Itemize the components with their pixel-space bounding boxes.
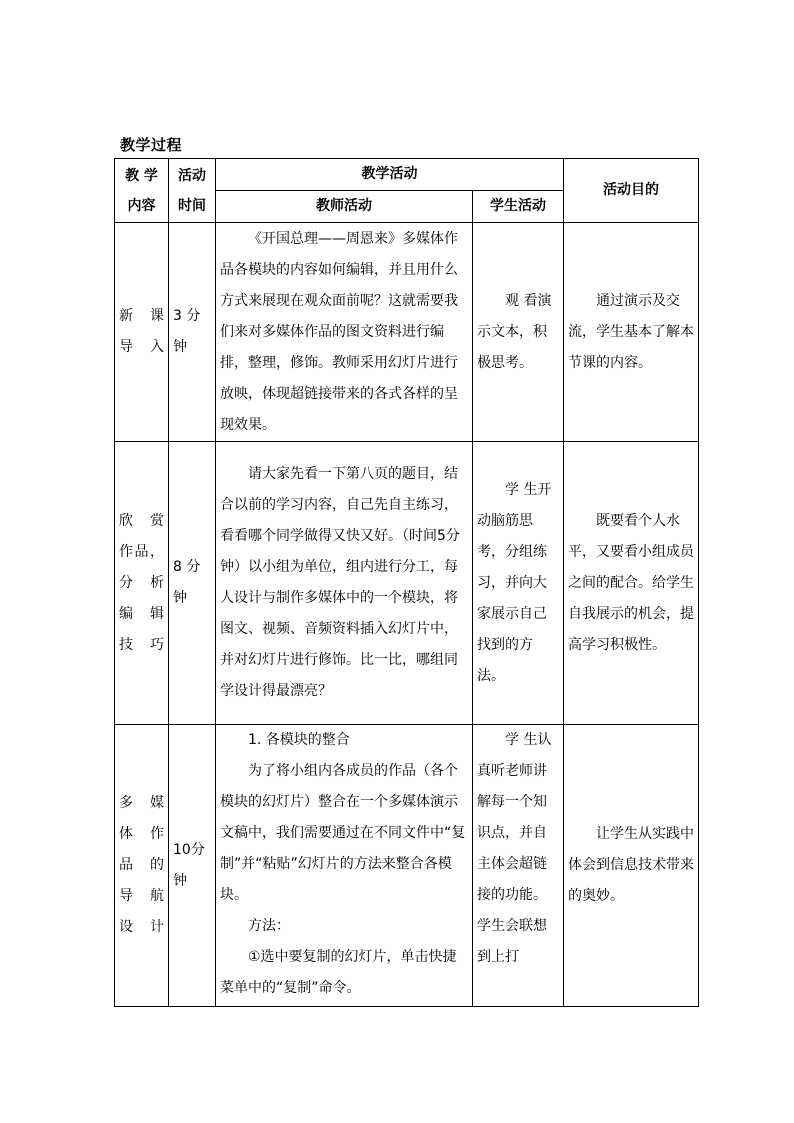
- header-content-line2: 内容: [127, 197, 156, 214]
- table-row: [115, 725, 699, 1007]
- cell-content: 新 课 导入: [115, 223, 169, 442]
- header-time-line1: 活动: [178, 167, 206, 184]
- cell-content: 欣 赏作品，分 析编 辑技巧: [115, 442, 169, 725]
- teacher-paragraph: 1. 各模块的整合: [248, 732, 350, 748]
- lesson-process-table: [114, 158, 699, 1007]
- header-time-line2: 时间: [178, 197, 206, 214]
- cell-student: 观 看演示文本，积极思考。: [473, 223, 564, 442]
- cell-teacher: [216, 442, 473, 725]
- cell-time: 3 分钟: [169, 223, 216, 442]
- table-row: [115, 442, 699, 725]
- header-purpose: 活动目的: [564, 159, 699, 223]
- cell-student: 学 生认真听老师讲解每一个知识点，并自主体会超链接的功能。学生会联想到上打: [473, 725, 564, 1007]
- teacher-paragraph: 方法：: [248, 918, 290, 934]
- header-teacher: 教师活动: [216, 191, 473, 223]
- cell-purpose: 既要看个人水平，又要看小组成员之间的配合。给学生自我展示的机会，提高学习积极性。: [564, 442, 699, 725]
- header-student: 学生活动: [473, 191, 564, 223]
- cell-purpose: 通过演示及交流，学生基本了解本节课的内容。: [564, 223, 699, 442]
- section-title: 教学过程: [120, 136, 183, 154]
- table-row: [115, 223, 699, 442]
- cell-teacher: [216, 223, 473, 442]
- teacher-paragraph: 《开国总理——周恩来》多媒体作品各模块的内容如何编辑，并且用什么方式来展现在观众面前呢？这就需要我们来对多媒体作品的图文资料进行编排，整理，修饰。教师采用幻灯片进行放映，体现超链接带来的各式各样的呈现效果。: [220, 230, 458, 433]
- cell-student: 学 生开动脑筋思考，分组练习，并向大家展示自己找到的方法。: [473, 442, 564, 725]
- header-content-line1: 教 学: [125, 167, 158, 184]
- header-time: [169, 159, 216, 223]
- cell-teacher: [216, 725, 473, 1007]
- teacher-paragraph: 请大家先看一下第八页的题目，结合以前的学习内容，自己先自主练习，看看哪个同学做得又快又好。（时间5分钟）以小组为单位，组内进行分工，每人设计与制作多媒体中的一个模块，将图文、视频、音频资料插入幻灯片中，并对幻灯片进行修饰。比一比，哪组同学设计得最漂亮？: [220, 466, 460, 699]
- cell-time: 10分钟: [169, 725, 216, 1007]
- header-content: [115, 159, 169, 223]
- cell-time: 8 分钟: [169, 442, 216, 725]
- header-activity: 教学活动: [216, 159, 564, 191]
- cell-purpose: 让学生从实践中体会到信息技术带来的奥妙。: [564, 725, 699, 1007]
- cell-content: 多 媒体 作品 的导 航设计: [115, 725, 169, 1007]
- teacher-paragraph: 为了将小组内各成员的作品（各个模块的幻灯片）整合在一个多媒体演示文稿中，我们需要通过在不同文件中“复制”并“粘贴”幻灯片的方法来整合各模块。: [220, 763, 466, 903]
- teacher-paragraph: ①选中要复制的幻灯片，单击快捷菜单中的“复制”命令。: [220, 949, 457, 996]
